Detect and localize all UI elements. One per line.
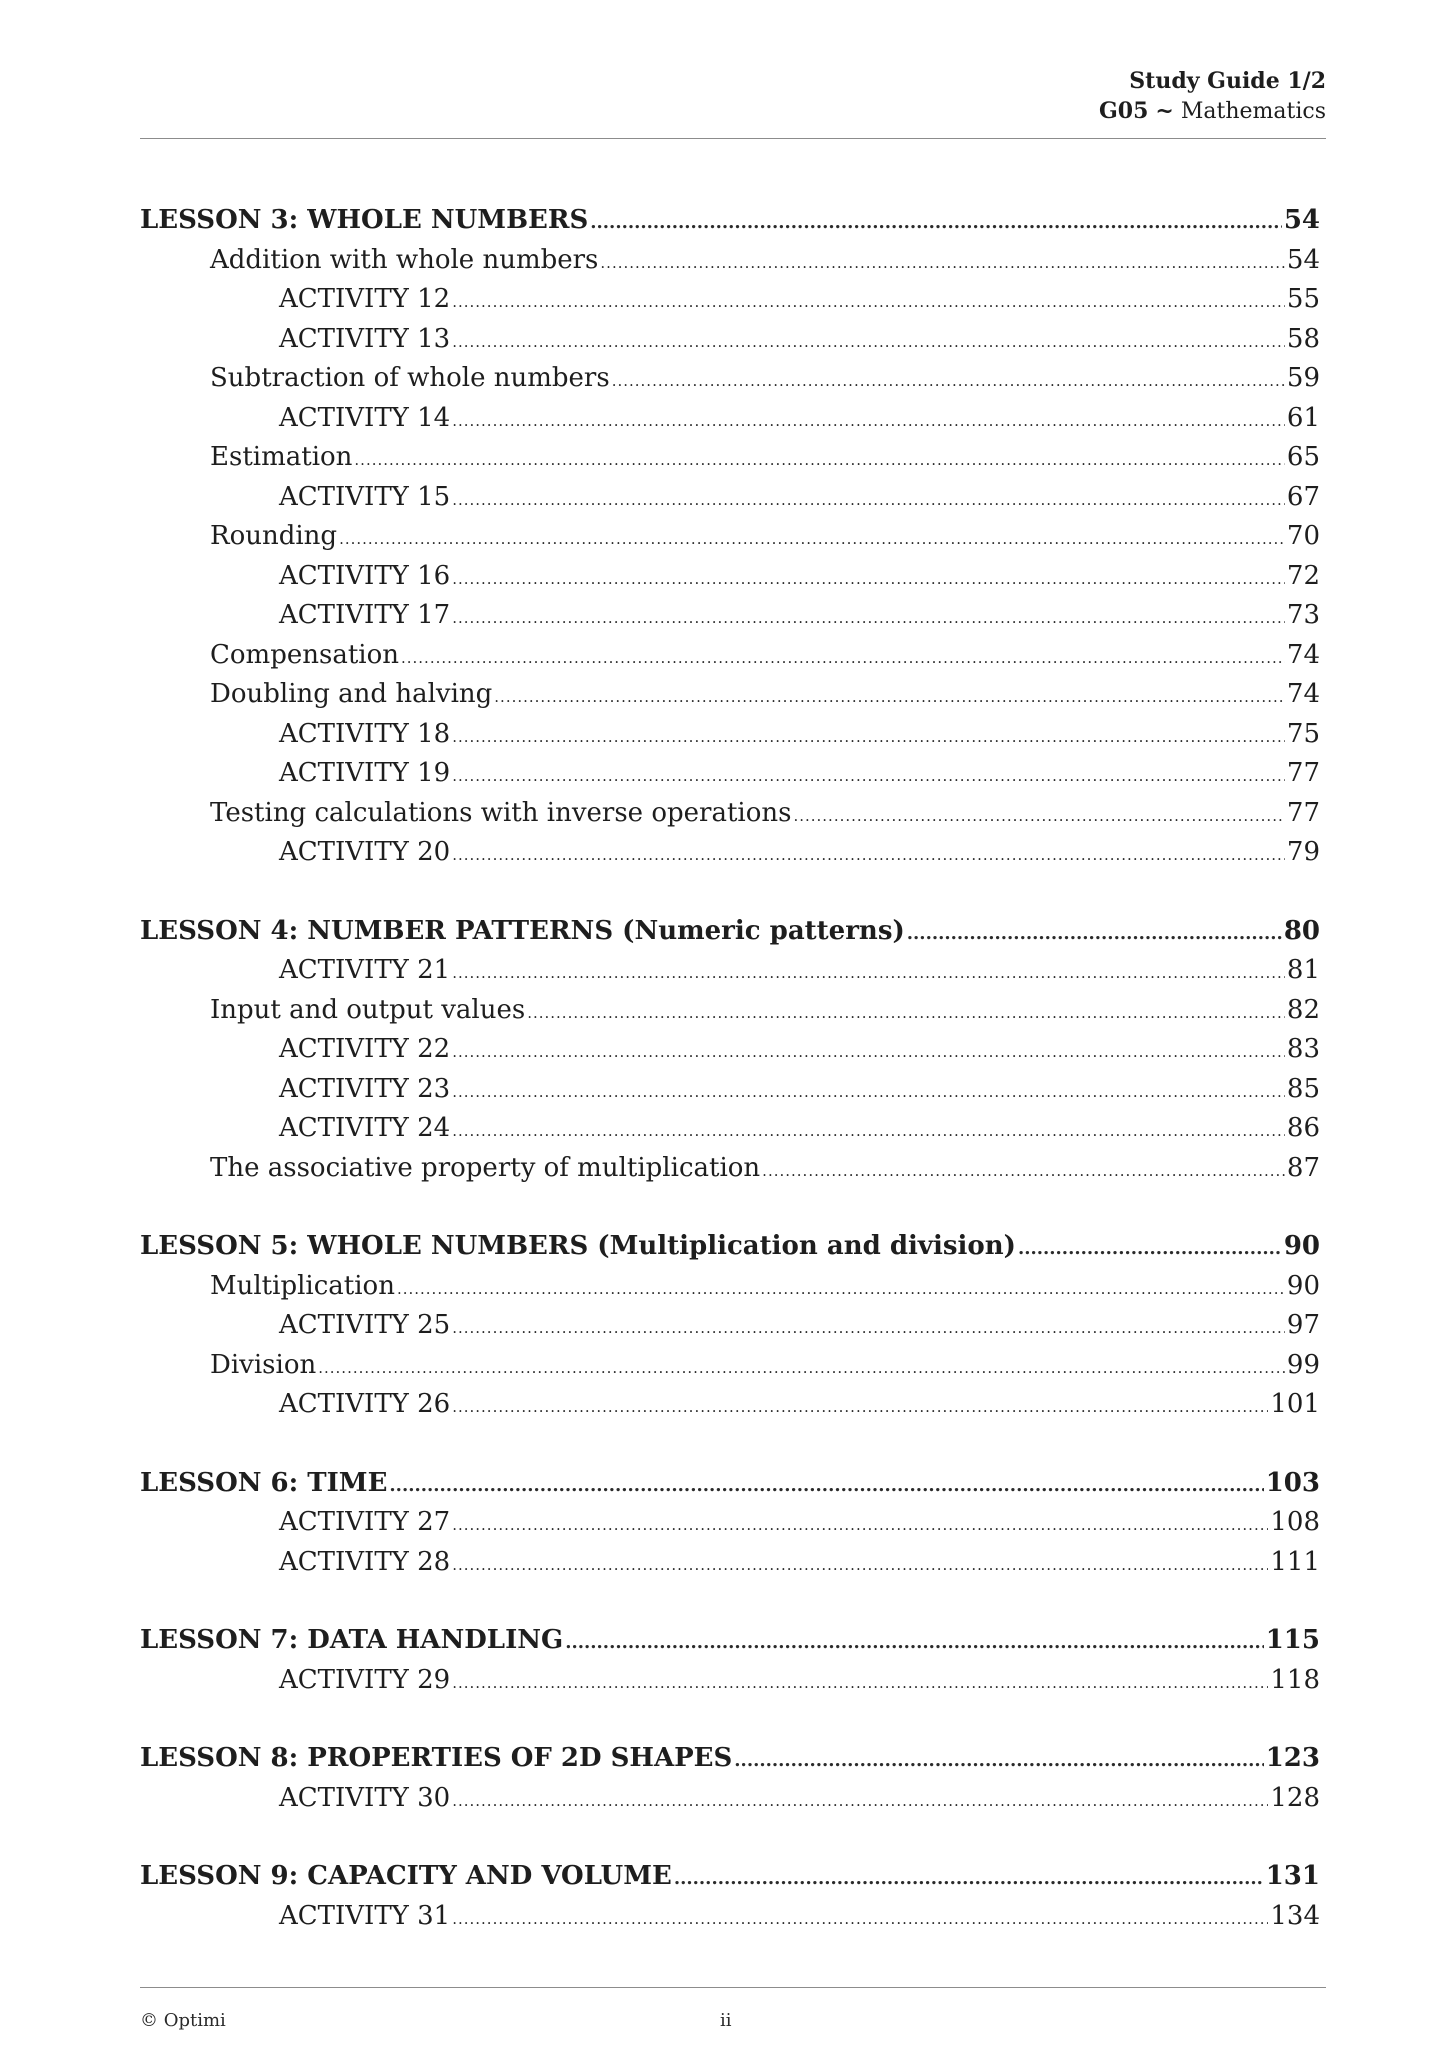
toc-activity-entry: [140, 1901, 1320, 1941]
dot-leader: [1018, 1238, 1282, 1259]
course-subtitle: [140, 96, 1326, 127]
toc-activity-entry: [140, 482, 1320, 522]
toc-page-number: 65: [1286, 442, 1320, 472]
dot-leader: [452, 491, 1285, 509]
toc-entry-label: LESSON 4: NUMBER PATTERNS (Numeric patterns): [140, 915, 905, 946]
toc-activity-entry: [140, 600, 1320, 640]
toc-page-number: 108: [1270, 1507, 1320, 1537]
dot-leader: [452, 609, 1285, 627]
dot-leader: [452, 1398, 1268, 1416]
toc-lesson-heading: [140, 1743, 1320, 1783]
copyright-notice: © Optimi: [140, 2010, 226, 2031]
subject-name: Mathematics: [1180, 99, 1326, 124]
toc-lesson-heading: [140, 205, 1320, 245]
toc-topic-entry: [140, 1153, 1320, 1193]
toc-activity-entry: [140, 719, 1320, 759]
dot-leader: [452, 964, 1285, 982]
page-number: ii: [720, 2010, 732, 2031]
toc-entry-label: ACTIVITY 19: [279, 758, 451, 788]
toc-entry-label: ACTIVITY 16: [279, 560, 451, 591]
toc-page-number: 83: [1286, 1034, 1320, 1064]
toc-page-number: 128: [1270, 1782, 1320, 1813]
dot-leader: [452, 1083, 1285, 1101]
toc-lesson-heading: [140, 1861, 1320, 1901]
subtitle-separator: ~: [1155, 98, 1174, 124]
toc-page-number: 134: [1270, 1900, 1320, 1931]
toc-lesson-heading: [140, 916, 1320, 956]
toc-entry-label: LESSON 5: WHOLE NUMBERS (Multiplication and division): [140, 1231, 1016, 1261]
dot-leader: [452, 570, 1285, 588]
dot-leader: [612, 372, 1285, 390]
dot-leader: [452, 1319, 1285, 1337]
toc-topic-entry: [140, 995, 1320, 1035]
toc-entry-label: LESSON 8: PROPERTIES OF 2D SHAPES: [140, 1743, 733, 1773]
footer-divider: [140, 1987, 1326, 1988]
toc-entry-label: ACTIVITY 26: [279, 1389, 451, 1419]
dot-leader: [401, 649, 1285, 667]
toc-entry-label: ACTIVITY 17: [279, 600, 451, 630]
toc-topic-entry: [140, 363, 1320, 403]
toc-lesson-section: [140, 205, 1320, 877]
toc-activity-entry: [140, 1507, 1320, 1547]
toc-lesson-heading: [140, 1468, 1320, 1508]
toc-activity-entry: [140, 1074, 1320, 1114]
toc-page-number: 59: [1286, 363, 1320, 393]
toc-entry-label: LESSON 7: DATA HANDLING: [140, 1625, 564, 1655]
toc-topic-entry: [140, 245, 1320, 285]
toc-entry-label: The associative property of multiplication: [210, 1152, 761, 1183]
toc-entry-label: ACTIVITY 22: [279, 1034, 451, 1064]
toc-entry-label: ACTIVITY 25: [279, 1310, 451, 1340]
toc-entry-label: Addition with whole numbers: [210, 244, 599, 275]
toc-page-number: 73: [1286, 600, 1320, 630]
toc-page-number: 82: [1286, 994, 1320, 1025]
toc-page-number: 99: [1286, 1349, 1320, 1380]
dot-leader: [527, 1004, 1285, 1022]
dot-leader: [452, 1556, 1268, 1574]
toc-page-number: 90: [1286, 1270, 1320, 1301]
toc-activity-entry: [140, 1389, 1320, 1429]
toc-entry-label: Doubling and halving: [210, 679, 493, 709]
toc-page-number: 90: [1283, 1231, 1320, 1261]
toc-lesson-section: [140, 916, 1320, 1193]
toc-lesson-section: [140, 1231, 1320, 1429]
toc-lesson-section: [140, 1861, 1320, 1940]
dot-leader: [452, 293, 1285, 311]
dot-leader: [734, 1750, 1263, 1771]
dot-leader: [452, 412, 1285, 430]
toc-page-number: 54: [1283, 205, 1320, 235]
toc-topic-entry: [140, 679, 1320, 719]
toc-topic-entry: [140, 640, 1320, 680]
toc-entry-label: Subtraction of whole numbers: [210, 363, 610, 393]
toc-topic-entry: [140, 1350, 1320, 1390]
table-of-contents: [140, 205, 1320, 1979]
toc-entry-label: ACTIVITY 30: [279, 1782, 451, 1813]
toc-activity-entry: [140, 284, 1320, 324]
toc-entry-label: ACTIVITY 27: [279, 1507, 451, 1537]
dot-leader: [452, 767, 1285, 785]
toc-topic-entry: [140, 1271, 1320, 1311]
toc-entry-label: ACTIVITY 12: [279, 284, 451, 314]
dot-leader: [452, 728, 1285, 746]
toc-entry-label: ACTIVITY 14: [279, 402, 451, 433]
toc-entry-label: ACTIVITY 13: [279, 323, 451, 354]
dot-leader: [452, 1792, 1268, 1810]
toc-page-number: 118: [1270, 1664, 1320, 1695]
toc-activity-entry: [140, 403, 1320, 443]
toc-activity-entry: [140, 837, 1320, 877]
dot-leader: [452, 846, 1285, 864]
toc-activity-entry: [140, 1783, 1320, 1823]
toc-entry-label: ACTIVITY 18: [279, 718, 451, 749]
toc-activity-entry: [140, 1310, 1320, 1350]
toc-lesson-heading: [140, 1231, 1320, 1271]
toc-page-number: 123: [1265, 1743, 1320, 1773]
dot-leader: [452, 1043, 1285, 1061]
dot-leader: [354, 451, 1285, 469]
course-code: G05: [1099, 98, 1149, 124]
toc-page-number: 101: [1270, 1389, 1320, 1419]
toc-page-number: 77: [1286, 758, 1320, 788]
toc-lesson-section: [140, 1625, 1320, 1704]
dot-leader: [452, 1516, 1268, 1534]
toc-page-number: 87: [1286, 1152, 1320, 1183]
toc-entry-label: ACTIVITY 31: [279, 1900, 451, 1931]
toc-entry-label: ACTIVITY 24: [279, 1113, 451, 1143]
toc-entry-label: ACTIVITY 29: [279, 1664, 451, 1695]
toc-entry-label: Rounding: [210, 521, 338, 551]
toc-lesson-section: [140, 1743, 1320, 1822]
dot-leader: [339, 530, 1285, 548]
toc-page-number: 74: [1286, 639, 1320, 670]
dot-leader: [600, 254, 1285, 272]
toc-page-number: 97: [1286, 1310, 1320, 1340]
toc-page-number: 77: [1286, 797, 1320, 828]
dot-leader: [674, 1868, 1264, 1889]
dot-leader: [494, 688, 1285, 706]
header-divider: [140, 138, 1326, 139]
toc-page-number: 75: [1286, 718, 1320, 749]
toc-entry-label: LESSON 9: CAPACITY AND VOLUME: [140, 1861, 672, 1891]
toc-activity-entry: [140, 758, 1320, 798]
toc-entry-label: ACTIVITY 23: [279, 1073, 451, 1104]
toc-page-number: 103: [1265, 1467, 1320, 1498]
toc-page-number: 74: [1286, 679, 1320, 709]
toc-entry-label: ACTIVITY 28: [279, 1546, 451, 1577]
dot-leader: [452, 1674, 1268, 1692]
toc-lesson-heading: [140, 1625, 1320, 1665]
toc-page-number: 54: [1286, 244, 1320, 275]
toc-page-number: 81: [1286, 955, 1320, 985]
toc-page-number: 80: [1283, 915, 1320, 946]
toc-activity-entry: [140, 1034, 1320, 1074]
toc-entry-label: Multiplication: [210, 1270, 395, 1301]
toc-page-number: 67: [1286, 481, 1320, 512]
dot-leader: [590, 212, 1282, 233]
toc-entry-label: LESSON 6: TIME: [140, 1467, 388, 1498]
dot-leader: [318, 1359, 1285, 1377]
toc-page-number: 131: [1265, 1861, 1320, 1891]
toc-activity-entry: [140, 561, 1320, 601]
toc-page-number: 61: [1286, 402, 1320, 433]
toc-topic-entry: [140, 521, 1320, 561]
dot-leader: [762, 1162, 1285, 1180]
dot-leader: [452, 333, 1285, 351]
toc-entry-label: Division: [210, 1349, 317, 1380]
toc-topic-entry: [140, 442, 1320, 482]
dot-leader: [389, 1475, 1263, 1496]
toc-entry-label: Compensation: [210, 639, 399, 670]
dot-leader: [452, 1122, 1285, 1140]
toc-activity-entry: [140, 1547, 1320, 1587]
toc-page-number: 86: [1286, 1113, 1320, 1143]
toc-page-number: 85: [1286, 1073, 1320, 1104]
dot-leader: [565, 1632, 1264, 1653]
toc-page-number: 55: [1286, 284, 1320, 314]
dot-leader: [793, 807, 1284, 825]
toc-activity-entry: [140, 324, 1320, 364]
toc-entry-label: ACTIVITY 21: [279, 955, 451, 985]
toc-lesson-section: [140, 1468, 1320, 1587]
toc-entry-label: Testing calculations with inverse operations: [210, 797, 792, 828]
toc-entry-label: Input and output values: [210, 994, 526, 1025]
toc-entry-label: Estimation: [210, 442, 353, 472]
toc-entry-label: LESSON 3: WHOLE NUMBERS: [140, 205, 589, 235]
toc-page-number: 70: [1286, 521, 1320, 551]
toc-page-number: 79: [1286, 837, 1320, 867]
toc-entry-label: ACTIVITY 20: [279, 837, 451, 867]
toc-activity-entry: [140, 955, 1320, 995]
toc-topic-entry: [140, 798, 1320, 838]
toc-page-number: 72: [1286, 560, 1320, 591]
toc-activity-entry: [140, 1113, 1320, 1153]
dot-leader: [907, 923, 1282, 944]
toc-entry-label: ACTIVITY 15: [279, 481, 451, 512]
page-header: [140, 66, 1326, 127]
toc-activity-entry: [140, 1665, 1320, 1705]
study-guide-title: Study Guide 1/2: [1129, 68, 1326, 94]
dot-leader: [452, 1910, 1268, 1928]
toc-page-number: 111: [1270, 1546, 1320, 1577]
toc-page-number: 58: [1286, 323, 1320, 354]
toc-page-number: 115: [1265, 1625, 1320, 1655]
dot-leader: [397, 1280, 1285, 1298]
